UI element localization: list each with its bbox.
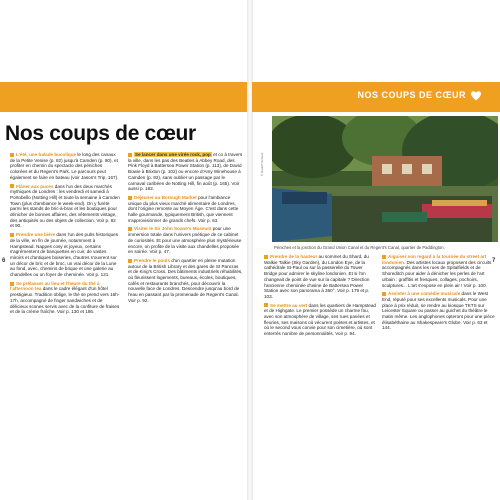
entry-text: pour l'ambiance unique du plus vieux marché alimentaire de Londres, dont l'origine remonte au Moyen Âge. C'est dans cette halle gourmande, typiquement British, que viennent s'approvisionner de grands chefs. Voir p. 63. [128,194,239,223]
entry-lead: Se mettre au vert [270,302,308,308]
entry [382,254,496,288]
right-page [252,0,500,500]
entry [10,184,120,230]
page-number-right: 7 [492,258,496,264]
entry-text: d'un quartier en pleine mutation autour de la British Library et des gares de St Pancras et de King's Cross. Des bâtiments industriels réhabilités, où fleurissent logements, bureaux, écoles, boutiques, cafés et restaurants branchés, pour découvrir la nouvelle face de Londres. Descendre jusqu'au bord de l'eau en passant par la promenade de Regent's Canal. Voir p. 92. [128,257,243,303]
entry [128,226,243,255]
entry [382,291,496,331]
square-bullet-icon [10,282,14,286]
orange-header-band-right [252,82,500,112]
square-bullet-icon [382,292,386,296]
entry-lead: Prendre une bière [16,232,56,238]
square-bullet-icon [10,153,14,157]
entry-lead: L'été, une balade bucolique [16,152,77,157]
entry-text: dans l'un des pubs historiques de la ville, en fin de journée, notamment à Hampstead. Nappes cosy et joyeux, certains s'agrémentent de banquettes en cuir, de vastes miroirs et d'antiques boiseries, d'autres s'ouvrent sur un décor de bric et de broc, un vrai décor de la Lune au fond, avec, chemins de brique et une galerie au chandelles ou un foyer de cheminée. Voir p. 121. [10,232,118,278]
right-column-1 [264,254,376,340]
entry-text: et co à travers la ville, dans les pas des Beatles à Abbey Road, des Pink Floyd à Battersea Power Station (p. 113), de David Bowie à Brixton (p. 102) ou encore d'Amy Winehouse à Camden (p. 92), sans oublier un passage par le carnaval caribéen de Notting Hill, fin août (p. 165). Voir aussi p. 182. [128,152,243,192]
square-bullet-icon [128,153,132,157]
photo-caption: Péniches et la jonction du Grand Union Canal et du Regent's Canal, quartier de Paddington. [274,245,445,250]
square-bullet-icon [128,196,132,200]
entry-lead: Déjeuner au Borough Market [134,194,197,200]
square-bullet-icon [264,255,268,259]
orange-header-band-left [0,82,248,112]
entry [128,152,243,192]
page-number-left: 6 [2,258,6,264]
entry-lead: Se prélasser au lieu et l'heure du thé à l'afternoon tea [10,280,100,292]
entry [10,152,120,181]
entry-text: dans les quartiers de Hampstead et de Highgate. Le premier possède un charme fou, avec son atmosphère de village, ses rues pavées et fleuries, ses maisons où vécurent poètes et artistes, et où le second vous convie pour son cimetière, où sont enterrés nombre de personnalités. Voir p. 94. [264,302,376,337]
entry-text: pour une immersion totale dans l'univers poétique de ce cabinet de curiosités. Et pour une atmosphère plus mystérieuse encore, on profite de la visite aux chandelles proposée en soirée. Voir p. 47. [128,226,242,255]
entry-text: Des artistes locaux proposent des circuits accompagnés dans les rues de Spitalfields et de Shoreditch pour aider à dénicher les perles de l'art urbain : graffitis et fresques, collages, pochoirs, sculptures... L'art s'expose en plein air ! Voir p. 100. [382,259,492,288]
left-column-2 [128,152,243,307]
entry-lead: Assister à une comédie musicale [388,291,461,297]
entry [10,281,120,315]
entry-lead: Se lancer dans une virée rock, pop [135,152,211,157]
entry [128,258,243,304]
entry [10,232,120,278]
square-bullet-icon [382,255,386,259]
entry-text: dans le cadre élégant d'un hôtel prestigieux. Tradition oblige, le thé se prend vers 16h-17h, accompagné de finger sandwiches et de délicieux scones servis avec de la confiture de fraises et de la crème fraîche. Voir p. 130 et 186. [10,286,120,315]
entry [264,303,376,337]
square-bullet-icon [264,303,268,307]
left-page [0,0,248,500]
entry [264,254,376,300]
entry-lead: Prendre le pouls [134,257,170,263]
entry-text: dans le West End, réputé pour ses excellents musicals. Pour une place à prix réduit, se rendre au kiosque TKTS sur Leicester Square ou passer au guichet du théâtre le matin même. Les anglophones opteront pour une pièce élisabéthaine au Shakespeare's Globe. Voir p. 63 et 144. [382,291,495,331]
square-bullet-icon [10,233,14,237]
section-header: NOS COUPS DE CŒUR [357,90,466,100]
left-column-1 [10,152,120,318]
canal-photo [272,116,498,242]
entry-lead: Flâner aux puces [16,183,54,189]
entry-text: au sommet du Shard, du Walkie Talkie (Sky Garden), du London Eye, de la cathédrale St-Paul ou sur la passerelle du Tower Bridge pour admirer le skyline londonien. Et si l'on changeait de point de vue sur la capitale ? Direction l'ancienne cheminée d'usine de Battersea Power Station avec son panorama à 360°. Voir p. 179 et p. 103. [264,254,370,299]
square-bullet-icon [128,259,132,263]
square-bullet-icon [10,184,14,188]
entry-text: dans l'un des deux marchés mythiques de Londres : les vendredi et samedi à Portobello (Notting Hill) et toute la semaine à Camden Town (plus d'ambiance le week-end). On y furète parmi les stands de bric-à-brac et les boutiques pour dénicher de bonnes affaires, des vêtements vintage, des antiquités ou des objets de collection. Voir p. 82 et 90. [10,183,120,229]
entry [128,195,243,224]
entry-lead: Visiter le Sir John Soane's Museum [134,226,212,232]
page-title: Nos coups de cœur [5,122,196,145]
photo-credit: © Rudolf Tschenk [260,152,264,176]
right-column-2 [382,254,496,334]
square-bullet-icon [128,227,132,231]
heart-icon [470,90,482,102]
entry-text: le long des canaux de la Petite Venise (p. 82) jusqu'à Camden (p. 90), et profiter en chemin du spectacle des péniches colorées et du Regent's Park. Le parcours peut également se faire en bateau (voir Jason's Trip, 167). [10,152,119,180]
entry-lead: Aiguiser son regard à la tournée du street art londonien. [382,254,487,265]
entry-lead: Prendre de la hauteur [270,254,318,259]
